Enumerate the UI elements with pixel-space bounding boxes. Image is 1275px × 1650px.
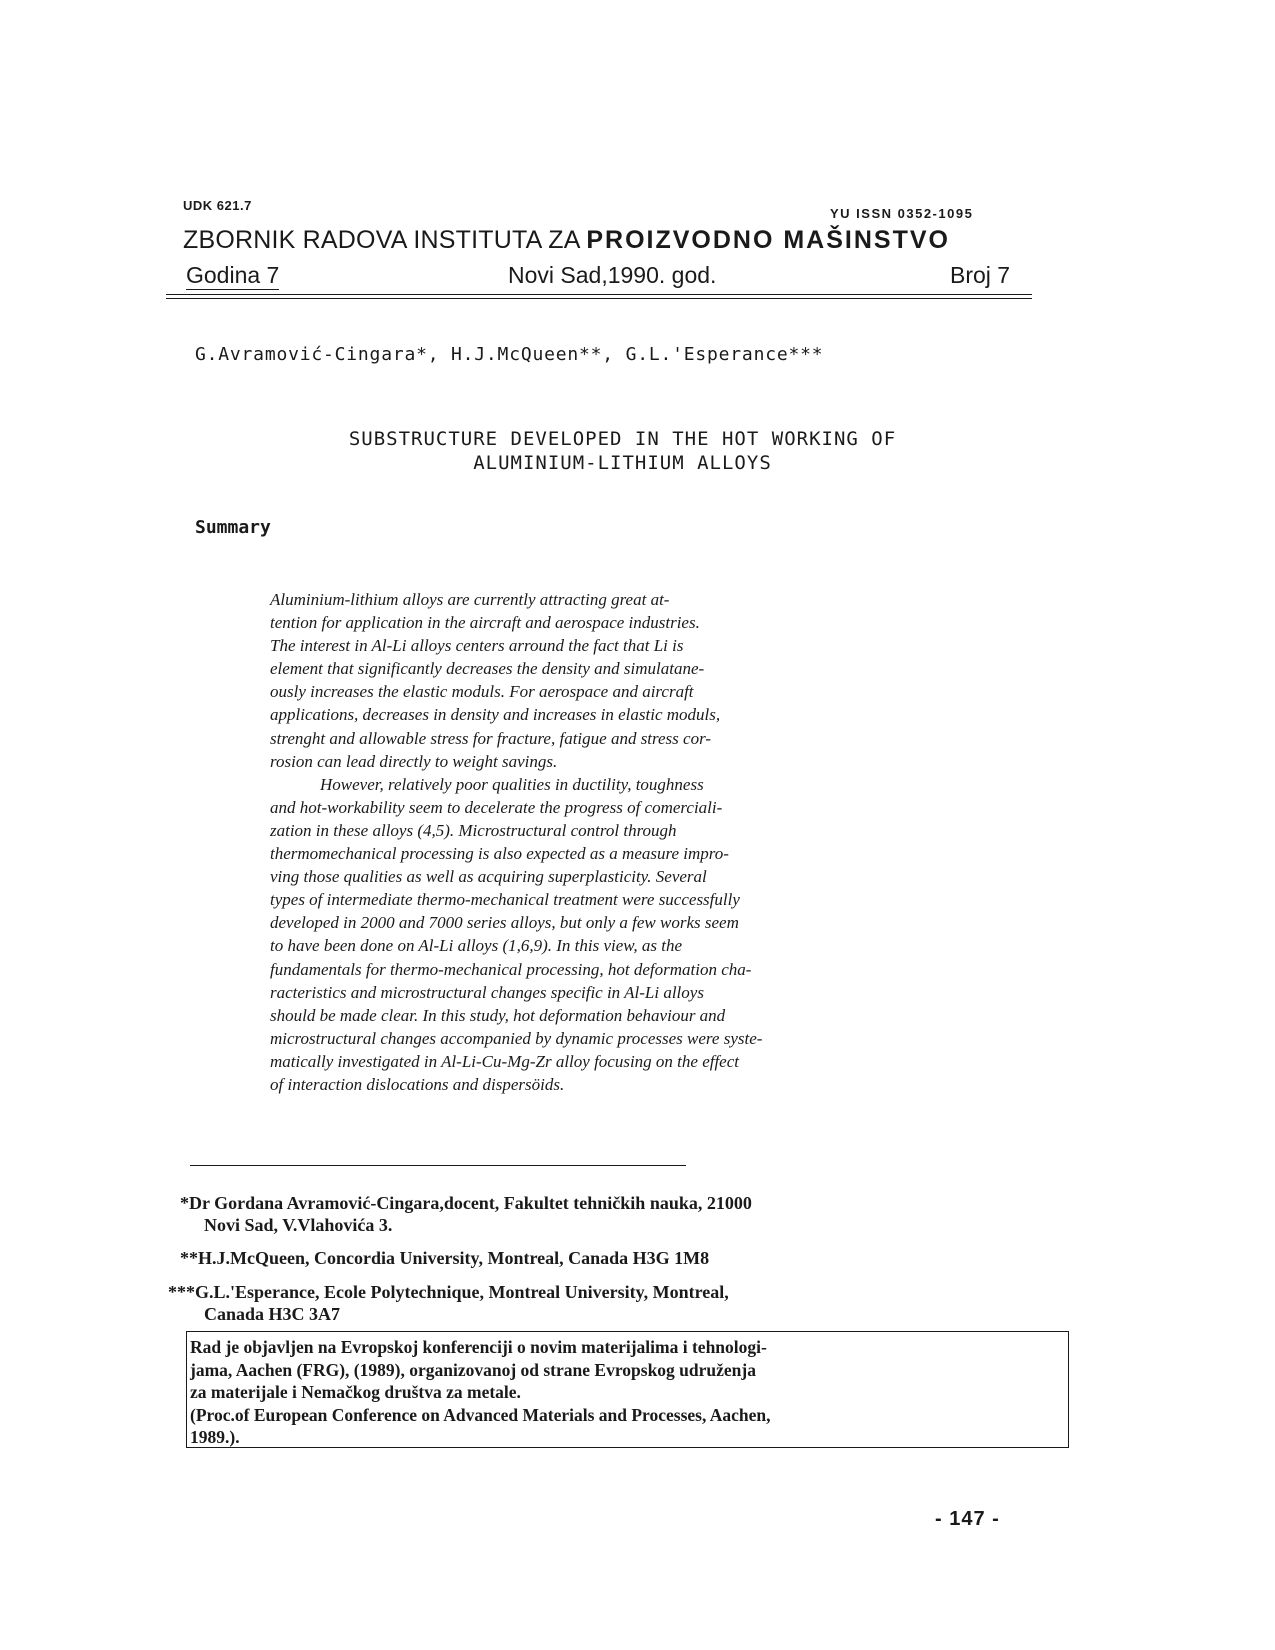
journal-title-bold: PROIZVODNO MAŠINSTVO [586, 226, 950, 254]
abstract-line: should be made clear. In this study, hot deformation behaviour and [270, 1005, 726, 1025]
abstract-line: fundamentals for thermo-mechanical processing, hot deformation cha- [270, 959, 752, 979]
paper-title [180, 427, 1065, 475]
page-number: - 147 - [935, 1508, 1000, 1530]
abstract-line: microstructural changes accompanied by dynamic processes were syste- [270, 1028, 763, 1048]
footnote-line: *Dr Gordana Avramović-Cingara,docent, Fakultet tehničkih nauka, 21000 [180, 1193, 752, 1213]
abstract-line: developed in 2000 and 7000 series alloys, but only a few works seem [270, 913, 739, 933]
abstract-line: However, relatively poor qualities in ductility, toughness [320, 774, 704, 794]
abstract-line: ving those qualities as well as acquiring superplasticity. Several [270, 867, 707, 887]
header-rule-second [166, 298, 1032, 299]
header-rule [166, 294, 1032, 295]
abstract-line: rosion can lead directly to weight savings. [270, 751, 558, 771]
abstract-line: matically investigated in Al-Li-Cu-Mg-Zr alloy focusing on the effect [270, 1051, 739, 1071]
footnote-author-2 [180, 1247, 709, 1269]
footnote-line: Novi Sad, V.Vlahovića 3. [204, 1215, 393, 1235]
footnote-rule [190, 1165, 686, 1166]
abstract-line: ously increases the elastic moduls. For aerospace and aircraft [270, 682, 694, 702]
footnote-line: ***G.L.'Esperance, Ecole Polytechnique, Montreal University, Montreal, [168, 1282, 729, 1302]
authors: G.Avramović-Cingara*, H.J.McQueen**, G.L.'Esperance*** [195, 344, 824, 365]
abstract-line: tention for application in the aircraft and aerospace industries. [270, 613, 700, 633]
box-line: jama, Aachen (FRG), (1989), organizovanoj od strane Evropskog udruženja [190, 1359, 756, 1380]
footnote-author-1 [180, 1192, 752, 1236]
abstract-line: to have been done on Al-Li alloys (1,6,9). In this view, as the [270, 936, 683, 956]
title-line: SUBSTRUCTURE DEVELOPED IN THE HOT WORKING OF [348, 428, 897, 450]
issn-code: YU ISSN 0352-1095 [830, 206, 974, 221]
abstract-line: racteristics and microstructural changes specific in Al-Li alloys [270, 982, 704, 1002]
issue-number: Broj 7 [950, 262, 1011, 288]
abstract-line: and hot-workability seem to decelerate the progress of comerciali- [270, 797, 723, 817]
abstract [270, 588, 1090, 1096]
abstract-line: applications, decreases in density and increases in elastic moduls, [270, 705, 721, 725]
box-line: 1989.). [190, 1427, 240, 1447]
journal-title [183, 226, 950, 255]
issue-year: Godina 7 [186, 262, 280, 288]
abstract-line: The interest in Al-Li alloys centers arround the fact that Li is [270, 636, 684, 656]
box-line: (Proc.of European Conference on Advanced Materials and Processes, Aachen, [190, 1404, 771, 1425]
journal-title-regular: ZBORNIK RADOVA INSTITUTA ZA [183, 226, 587, 254]
box-line: Rad je objavljen na Evropskoj konferenciji o novim materijalima i tehnologi- [190, 1337, 767, 1357]
abstract-line: of interaction dislocations and dispersöids. [270, 1074, 565, 1094]
footnote-author-3 [168, 1281, 729, 1325]
abstract-line: zation in these alloys (4,5). Microstructural control through [270, 820, 677, 840]
title-line: ALUMINIUM-LITHIUM ALLOYS [473, 452, 772, 474]
abstract-line: strenght and allowable stress for fracture, fatigue and stress cor- [270, 728, 712, 748]
publication-note-box [186, 1331, 1069, 1448]
abstract-line: thermomechanical processing is also expected as a measure impro- [270, 844, 729, 864]
abstract-line: element that significantly decreases the density and simulatane- [270, 659, 705, 679]
box-line: za materijale i Nemačkog društva za metale. [190, 1382, 521, 1402]
abstract-line: Aluminium-lithium alloys are currently attracting great at- [270, 590, 670, 609]
footnote-line: Canada H3C 3A7 [204, 1304, 341, 1324]
abstract-line: types of intermediate thermo-mechanical treatment were successfully [270, 890, 740, 910]
footnote-line: **H.J.McQueen, Concordia University, Montreal, Canada H3G 1M8 [180, 1248, 710, 1268]
summary-heading: Summary [195, 517, 271, 538]
issue-place-date: Novi Sad,1990. god. [508, 262, 717, 288]
udk-code: UDK 621.7 [183, 198, 252, 213]
